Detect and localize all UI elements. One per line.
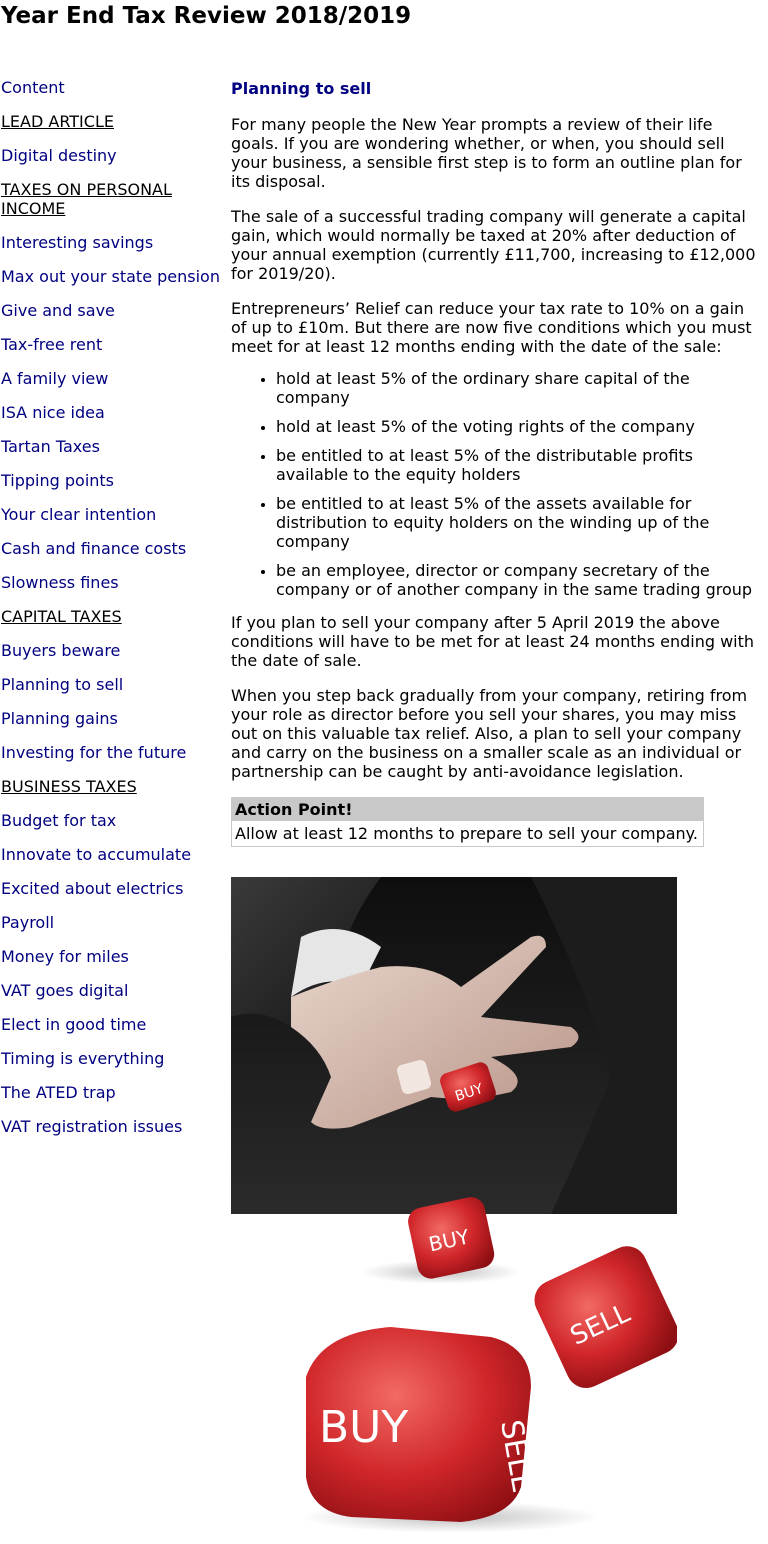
sidebar-item-cash-and-finance-costs[interactable] <box>1 539 223 558</box>
sidebar-link[interactable]: Planning to sell <box>1 675 124 694</box>
article-paragraph: For many people the New Year prompts a review of their life goals. If you are wondering whether, or when, you should sell your business, a sensible first step is to form an outline plan for its disposal. <box>231 115 742 191</box>
sidebar-item-tipping-points[interactable] <box>1 471 223 490</box>
sidebar-item-vat-goes-digital[interactable] <box>1 981 223 1000</box>
list-item: • be entitled to at least 5% of the distributable profits available to the equity holders <box>276 446 761 484</box>
sidebar-link[interactable]: Buyers beware <box>1 641 121 660</box>
sidebar-section-business-taxes: BUSINESS TAXES <box>1 777 137 796</box>
sidebar-link[interactable]: Innovate to accumulate <box>1 845 192 864</box>
sidebar-item-interesting-savings[interactable] <box>1 233 223 252</box>
article-title: Planning to sell <box>231 79 372 98</box>
large-die <box>306 1327 540 1522</box>
list-item: • hold at least 5% of the ordinary share capital of the company <box>276 369 761 407</box>
sidebar-link[interactable]: Planning gains <box>1 709 118 728</box>
sidebar-item-tartan-taxes[interactable] <box>1 437 223 456</box>
article-paragraph: If you plan to sell your company after 5 April 2019 the above conditions will have to be met for at least 24 months ending with the date of sale. <box>231 613 755 670</box>
sidebar-item-max-out-state-pension[interactable] <box>1 267 223 286</box>
sidebar-link[interactable]: Slowness fines <box>1 573 119 592</box>
sidebar-item-the-ated-trap[interactable] <box>1 1083 223 1102</box>
dice-illustration <box>231 877 677 1534</box>
page-title: Year End Tax Review 2018/2019 <box>1 3 412 29</box>
sidebar-item-tax-free-rent[interactable] <box>1 335 223 354</box>
sidebar-item-buyers-beware[interactable] <box>1 641 223 660</box>
article-paragraph: When you step back gradually from your company, retiring from your role as director before you sell your shares, you may miss out on this valuable tax relief. Also, a plan to sell your company and carry on the business on a smaller scale as an individual or partnership can be caught by anti-avoidance legislation. <box>231 686 748 781</box>
sidebar-section-capital-taxes: CAPITAL TAXES <box>1 607 122 626</box>
sidebar-link[interactable]: Tartan Taxes <box>1 437 100 456</box>
small-die-label: BUY <box>453 1080 486 1105</box>
action-point-heading: Action Point! <box>231 797 704 821</box>
sidebar-item-excited-about-electrics[interactable] <box>1 879 223 898</box>
sidebar-section-taxes-on-personal-income: TAXES ON PERSONAL INCOME <box>1 180 172 218</box>
sidebar-item-give-and-save[interactable] <box>1 301 223 320</box>
sidebar-link[interactable]: Cash and finance costs <box>1 539 187 558</box>
sidebar-item-vat-registration-issues[interactable] <box>1 1117 223 1136</box>
sidebar-item-timing-is-everything[interactable] <box>1 1049 223 1068</box>
article-paragraph: Entrepreneurs’ Relief can reduce your tax rate to 10% on a gain of up to £10m. But there are now five conditions which you must meet for at least 12 months ending with the date of the sale: <box>231 299 752 356</box>
sidebar-link[interactable]: The ATED trap <box>1 1083 116 1102</box>
sidebar-link[interactable]: Interesting savings <box>1 233 154 252</box>
article-paragraph: The sale of a successful trading company will generate a capital gain, which would normally be taxed at 20% after deduction of your annual exemption (currently £11,700, increasing to £12,000 for 2019/20). <box>231 207 756 283</box>
sidebar-item-planning-to-sell[interactable] <box>1 675 223 694</box>
sidebar-nav <box>1 78 223 1151</box>
sidebar-item-investing-for-the-future[interactable] <box>1 743 223 762</box>
conditions-list <box>231 369 761 599</box>
sidebar-link[interactable]: Tax-free rent <box>1 335 103 354</box>
sidebar-link[interactable]: Max out your state pension <box>1 267 220 286</box>
action-point-text: Allow at least 12 months to prepare to sell your company. <box>231 821 704 847</box>
falling-die-label: BUY <box>426 1224 472 1257</box>
sidebar-item-your-clear-intention[interactable] <box>1 505 223 524</box>
sidebar-section-lead-article: LEAD ARTICLE <box>1 112 114 131</box>
sidebar-link[interactable]: Investing for the future <box>1 743 187 762</box>
sidebar-link[interactable]: ISA nice idea <box>1 403 105 422</box>
sidebar-link[interactable]: Content <box>1 78 65 97</box>
list-item: • be an employee, director or company secretary of the company or of another company in the same trading group <box>276 561 761 599</box>
large-die-side-label: SELL <box>493 1417 540 1494</box>
large-die-label: BUY <box>319 1402 409 1453</box>
sidebar-link[interactable]: Elect in good time <box>1 1015 147 1034</box>
sidebar-link[interactable]: Budget for tax <box>1 811 117 830</box>
sidebar-item-payroll[interactable] <box>1 913 223 932</box>
sidebar-link[interactable]: Digital destiny <box>1 146 117 165</box>
sidebar-link[interactable]: Money for miles <box>1 947 129 966</box>
sidebar-item-content[interactable] <box>1 78 223 97</box>
sidebar-link[interactable]: Payroll <box>1 913 55 932</box>
sidebar-item-elect-in-good-time[interactable] <box>1 1015 223 1034</box>
sidebar-item-a-family-view[interactable] <box>1 369 223 388</box>
list-item: • hold at least 5% of the voting rights of the company <box>276 417 761 436</box>
right-die-label: SELL <box>565 1298 635 1352</box>
sidebar-link[interactable]: Tipping points <box>1 471 115 490</box>
list-item: • be entitled to at least 5% of the assets available for distribution to equity holders on the winding up of the company <box>276 494 761 551</box>
article <box>231 78 761 847</box>
sidebar-link[interactable]: Timing is everything <box>1 1049 165 1068</box>
sidebar-item-innovate-to-accumulate[interactable] <box>1 845 223 864</box>
sidebar-link[interactable]: A family view <box>1 369 109 388</box>
sidebar-link[interactable]: VAT registration issues <box>1 1117 183 1136</box>
sidebar-item-slowness-fines[interactable] <box>1 573 223 592</box>
sidebar-link[interactable]: Excited about electrics <box>1 879 184 898</box>
sidebar-item-budget-for-tax[interactable] <box>1 811 223 830</box>
sidebar-item-isa-nice-idea[interactable] <box>1 403 223 422</box>
sidebar-item-digital-destiny[interactable] <box>1 146 223 165</box>
sidebar-link[interactable]: VAT goes digital <box>1 981 129 1000</box>
sidebar-link[interactable]: Your clear intention <box>1 505 157 524</box>
sidebar-link[interactable]: Give and save <box>1 301 115 320</box>
sidebar-item-money-for-miles[interactable] <box>1 947 223 966</box>
sidebar-item-planning-gains[interactable] <box>1 709 223 728</box>
action-point-box <box>231 797 704 847</box>
